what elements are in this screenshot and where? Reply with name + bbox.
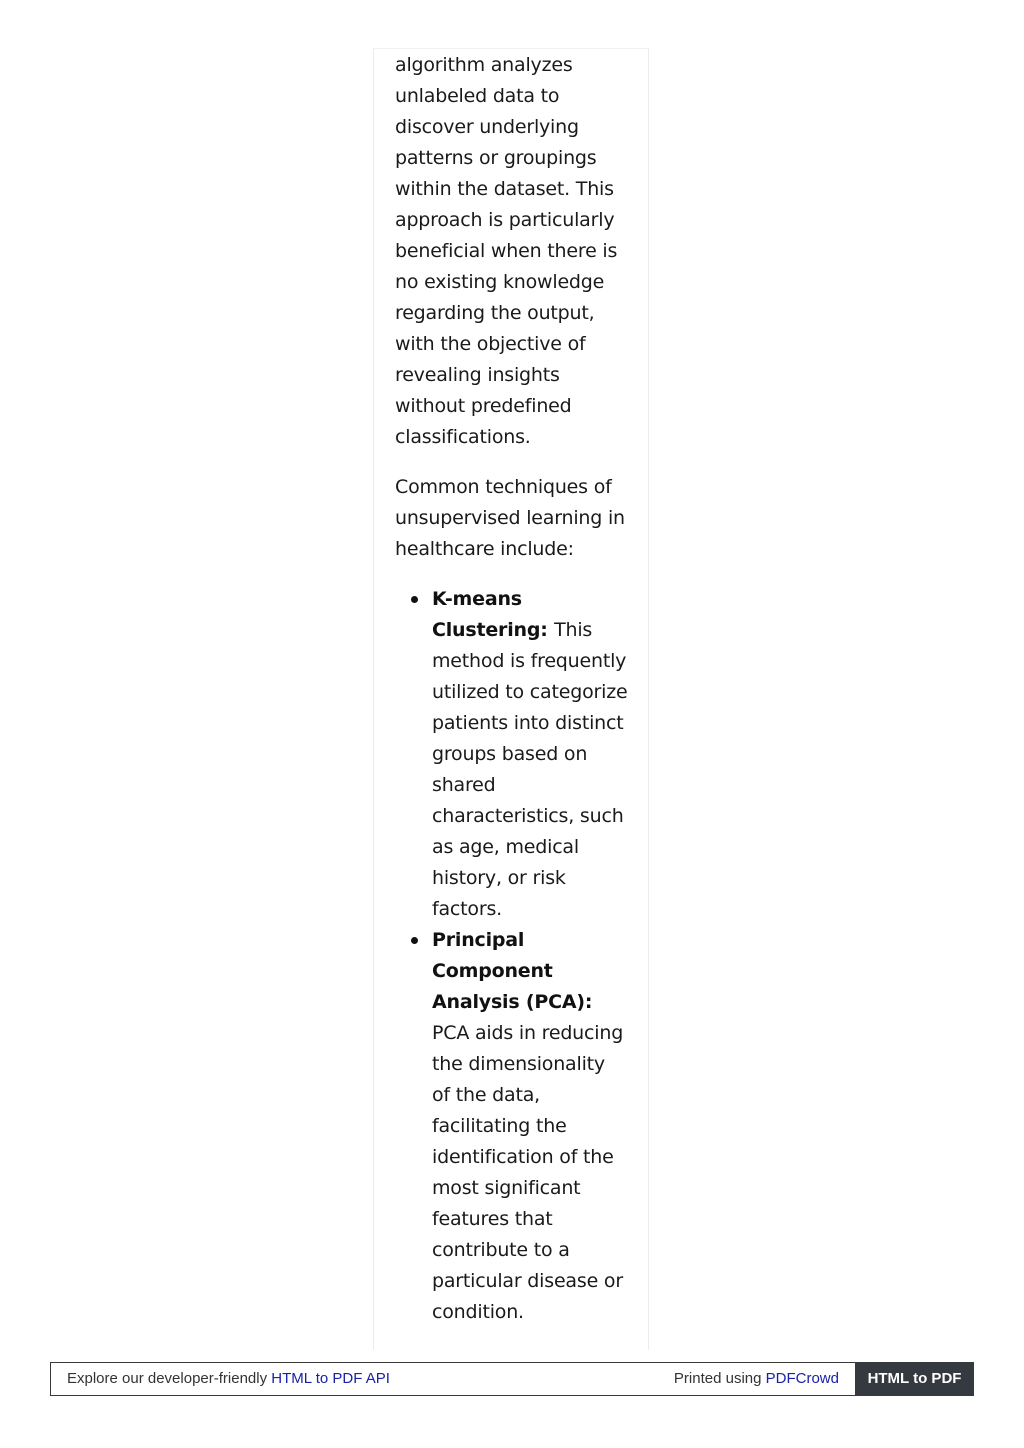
footer-explore-text: Explore our developer-friendly — [67, 1370, 272, 1387]
techniques-intro: Common techniques of unsupervised learning in healthcare include: — [395, 476, 625, 560]
techniques-list — [395, 584, 628, 1328]
html-to-pdf-api-link[interactable]: HTML to PDF API — [271, 1370, 390, 1387]
article-column — [373, 48, 649, 1350]
technique-description: PCA aids in reducing the dimensionality of the data, facilitating the identification of the most significant features that contribute to a particular disease or condition. — [432, 1022, 624, 1323]
technique-term: K-means Clustering: — [432, 588, 555, 641]
footer-printed-using — [674, 1363, 839, 1395]
technique-term: Principal Component Analysis (PCA): — [432, 929, 593, 1013]
list-item-k-means — [432, 584, 628, 925]
html-to-pdf-button[interactable]: HTML to PDF — [855, 1362, 974, 1396]
footer-explore — [67, 1363, 390, 1395]
pdfcrowd-link[interactable]: PDFCrowd — [765, 1370, 839, 1387]
intro-paragraph: algorithm analyzes unlabeled data to discover underlying patterns or groupings within the dataset. This approach is particularly beneficial when there is no existing knowledge regarding the output, with the objective of revealing insights without predefined classifications. — [395, 54, 618, 448]
bullet-icon — [411, 596, 418, 603]
bullet-icon — [411, 937, 418, 944]
technique-description: This method is frequently utilized to categorize patients into distinct groups based on shared characteristics, such as age, medical history, or risk factors. — [432, 619, 628, 920]
list-item-pca — [432, 925, 628, 1328]
pdfcrowd-footer — [50, 1362, 974, 1396]
footer-printed-text: Printed using — [673, 1370, 766, 1387]
